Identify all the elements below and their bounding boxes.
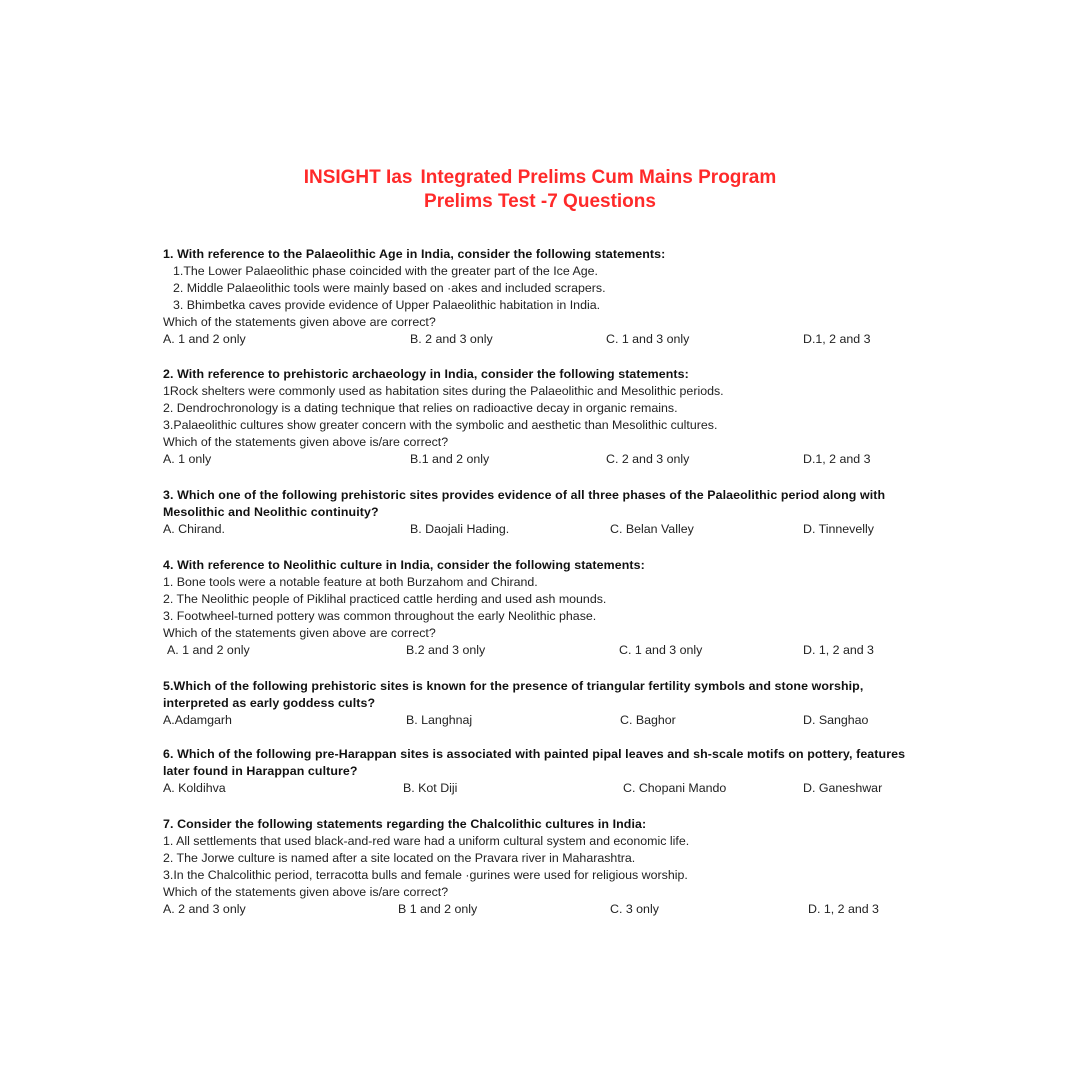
question-text: 5.Which of the following prehistoric sites is known for the presence of triangular fertility symbols and stone worship, interpreted as early goddess cults?	[163, 679, 864, 710]
option-a: A. 1 only	[163, 452, 212, 466]
program-title: Integrated Prelims Cum Mains Program	[420, 167, 777, 188]
question-7	[163, 816, 923, 918]
option-c: C. 2 and 3 only	[606, 452, 690, 466]
option-d: D. Sanghao	[803, 713, 869, 727]
option-c: C. 1 and 3 only	[606, 332, 690, 346]
option-a: A. 1 and 2 only	[167, 643, 250, 657]
option-c: C. Belan Valley	[610, 522, 694, 536]
brand-name: INSIGHT Ias	[303, 167, 413, 188]
option-d: D.1, 2 and 3	[803, 332, 871, 346]
option-a: A. Chirand.	[163, 522, 225, 536]
statement: 3.Palaeolithic cultures show greater concern with the symbolic and aesthetic than Mesolithic cultures.	[163, 418, 718, 432]
options-row	[163, 712, 923, 729]
question-text: 4. With reference to Neolithic culture in India, consider the following statements:	[163, 558, 645, 572]
question-text: 6. Which of the following pre-Harappan sites is associated with painted pipal leaves and sh-scale motifs on pottery, features later found in Harappan culture?	[163, 747, 906, 778]
options-row	[163, 521, 923, 538]
option-a: A. Koldihva	[163, 781, 226, 795]
statement: 1. All settlements that used black-and-red ware had a uniform cultural system and economic life.	[163, 834, 690, 848]
option-d: D. Ganeshwar	[803, 781, 883, 795]
statement: 3. Bhimbetka caves provide evidence of Upper Palaeolithic habitation in India.	[173, 298, 601, 312]
option-b: B. Daojali Hading.	[410, 522, 510, 536]
option-b: B. 2 and 3 only	[410, 332, 493, 346]
statement: 2. Middle Palaeolithic tools were mainly based on ·akes and included scrapers.	[173, 281, 606, 295]
option-d: D. 1, 2 and 3	[808, 902, 879, 916]
question-text: 2. With reference to prehistoric archaeology in India, consider the following statements:	[163, 367, 689, 381]
option-b: B. Kot Diji	[403, 781, 458, 795]
question-text: 1. With reference to the Palaeolithic Age in India, consider the following statements:	[163, 247, 666, 261]
statement: 1Rock shelters were commonly used as habitation sites during the Palaeolithic and Mesolithic periods.	[163, 384, 724, 398]
option-b: B. Langhnaj	[406, 713, 473, 727]
option-a: A.Adamgarh	[163, 713, 232, 727]
option-a: A. 1 and 2 only	[163, 332, 246, 346]
option-b: B 1 and 2 only	[398, 902, 478, 916]
statement: 2. The Jorwe culture is named after a site located on the Pravara river in Maharashtra.	[163, 851, 636, 865]
question-prompt: Which of the statements given above are correct?	[163, 315, 436, 329]
question-1	[163, 246, 923, 348]
option-b: B.1 and 2 only	[410, 452, 490, 466]
statement: 3.In the Chalcolithic period, terracotta bulls and female ·gurines were used for religious worship.	[163, 868, 688, 882]
question-2	[163, 366, 923, 468]
question-prompt: Which of the statements given above is/are correct?	[163, 435, 449, 449]
options-row	[163, 901, 923, 918]
option-c: C. Chopani Mando	[623, 781, 727, 795]
statement: 1. Bone tools were a notable feature at both Burzahom and Chirand.	[163, 575, 538, 589]
question-3	[163, 487, 923, 538]
options-row	[163, 780, 923, 797]
options-row	[163, 331, 923, 348]
options-row	[163, 451, 923, 468]
option-c: C. 3 only	[610, 902, 659, 916]
document-title	[0, 166, 1080, 190]
options-row	[163, 642, 923, 659]
option-d: D. 1, 2 and 3	[803, 643, 874, 657]
document-subtitle: Prelims Test -7 Questions	[424, 191, 656, 212]
question-prompt: Which of the statements given above are correct?	[163, 626, 436, 640]
option-d: D.1, 2 and 3	[803, 452, 871, 466]
statement: 2. Dendrochronology is a dating technique that relies on radioactive decay in organic remains.	[163, 401, 678, 415]
question-6	[163, 746, 923, 797]
question-text: 3. Which one of the following prehistoric sites provides evidence of all three phases of the Palaeolithic period along with Mesolithic and Neolithic continuity?	[163, 488, 886, 519]
question-5	[163, 678, 923, 729]
option-a: A. 2 and 3 only	[163, 902, 246, 916]
option-b: B.2 and 3 only	[406, 643, 486, 657]
statement: 2. The Neolithic people of Piklihal practiced cattle herding and used ash mounds.	[163, 592, 607, 606]
statement: 3. Footwheel-turned pottery was common throughout the early Neolithic phase.	[163, 609, 597, 623]
question-prompt: Which of the statements given above is/are correct?	[163, 885, 449, 899]
question-4	[163, 557, 923, 659]
option-d: D. Tinnevelly	[803, 522, 874, 536]
statement: 1.The Lower Palaeolithic phase coincided with the greater part of the Ice Age.	[173, 264, 598, 278]
question-text: 7. Consider the following statements regarding the Chalcolithic cultures in India:	[163, 817, 647, 831]
option-c: C. Baghor	[620, 713, 676, 727]
option-c: C. 1 and 3 only	[619, 643, 703, 657]
